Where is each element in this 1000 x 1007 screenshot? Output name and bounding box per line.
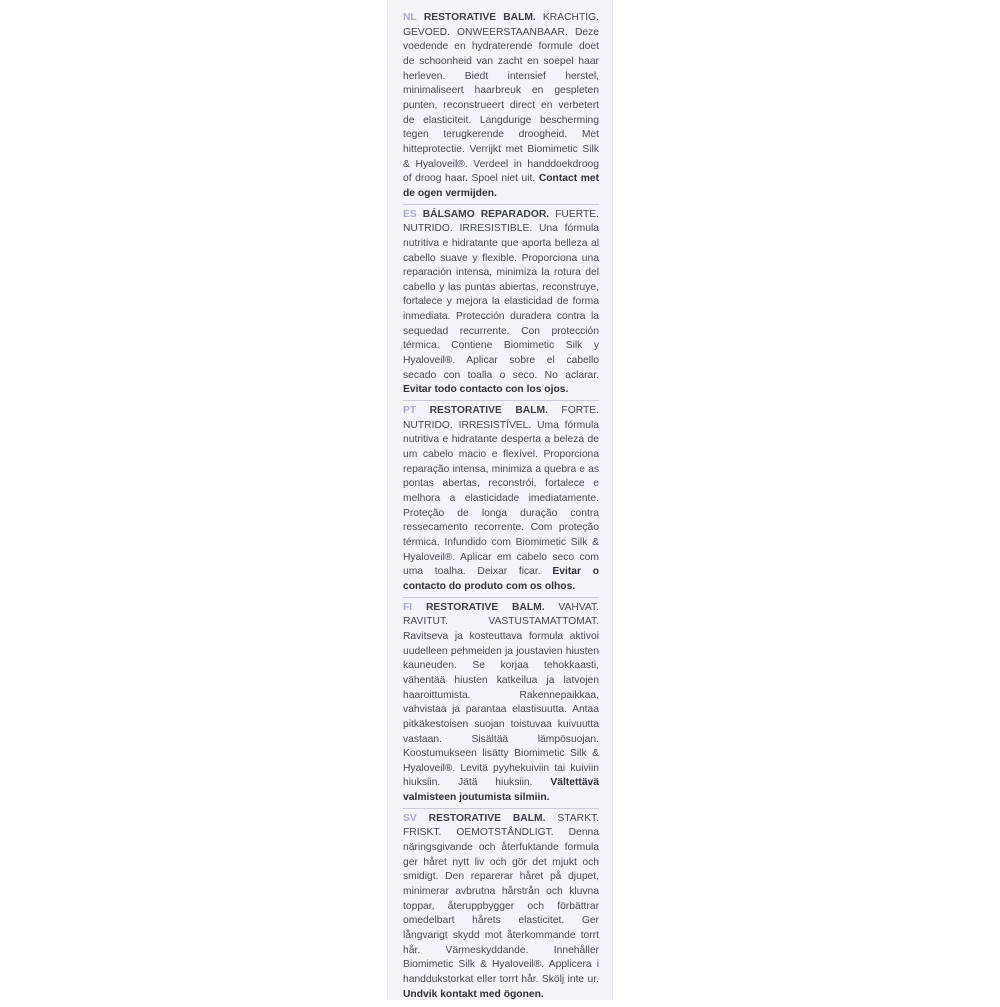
- language-code: FI: [403, 601, 413, 613]
- product-title: RESTORATIVE BALM.: [423, 12, 536, 23]
- language-code: PT: [403, 405, 417, 417]
- language-code: ES: [403, 208, 417, 220]
- section-nl: [403, 11, 599, 205]
- language-code: SV: [403, 812, 417, 824]
- description-text: STARKT. FRISKT. OEMOTSTÅNDLIGT. Denna näringsgivande och återfuktande formula ger håret nytt liv och gör det mjukt och smidigt. Den reparerar håret på djupet, minimerar avbrutna hårstrån och kluvna toppar, återuppbygger och förbättrar omedelbart hårets elasticitet. Ger långvarigt skydd mot återkommande torrt hår. Värmeskyddande. Innehåller Biomimetic Silk & Hyaloveil®. Applicera i handdukstorkat eller torrt hår. Skölj inte ur.: [403, 812, 599, 985]
- description-text: FUERTE. NUTRIDO. IRRESISTIBLE. Una fórmula nutritiva e hidratante que aporta belleza al cabello suave y flexible. Proporciona una reparación intensa, minimiza la rotura del cabello y las puntas abiertas, reconstruye, fortalece y mejora la elasticidad de forma inmediata. Protección duradera contra la sequedad recurrente. Con protección térmica. Contiene Biomimetic Silk y Hyaloveil®. Aplicar sobre el cabello secado con toalla o seco. No aclarar.: [403, 208, 599, 381]
- warning-text: Vältettävä valmisteen joutumista silmiin.: [403, 777, 599, 804]
- warning-text: Evitar o contacto do produto com os olhos.: [403, 566, 599, 592]
- multilingual-text-block: [403, 11, 599, 1007]
- section-es: [403, 208, 599, 402]
- description-text: VAHVAT. RAVITUT. VASTUSTAMATTOMAT. Ravitseva ja kosteuttava formula aktivoi uudelleen pehmeiden ja joustavien hiusten kauneuden. Se korjaa tehokkaasti, vähentää hiusten katkeilua ja latvojen haaroittumista. Rakennepaikkaa, vahvistaa ja parantaa elastisuutta. Antaa pitkäkestoisen suojan toistuvaa kuivuutta vastaan. Sisältää lämpösuojan. Koostumukseen lisätty Biomimetic Silk & Hyaloveil®. Levitä pyyhekuiviin tai kuiviin hiuksiin. Jätä hiuksiin.: [403, 601, 599, 789]
- warning-text: Evitar todo contacto con los ojos.: [403, 384, 569, 396]
- section-sv: [403, 812, 599, 1005]
- warning-text: Undvik kontakt med ögonen.: [403, 988, 544, 1000]
- product-title: RESTORATIVE BALM.: [429, 405, 548, 417]
- section-pt: [403, 404, 599, 598]
- product-title: BÁLSAMO REPARADOR.: [422, 208, 550, 220]
- language-code: NL: [403, 12, 417, 23]
- warning-text: Contact met de ogen vermijden.: [403, 173, 599, 199]
- product-title: RESTORATIVE BALM.: [425, 601, 545, 613]
- description-text: KRACHTIG. GEVOED. ONWEERSTAANBAAR. Deze voedende en hydraterende formule doet de schoonheid van zacht en soepel haar herleven. Biedt intensief herstel, minimaliseert haarbreuk en gespleten punten, reconstrueert direct en verbetert de elasticiteit. Langdurige bescherming tegen terugkerende droogheid. Met hitteprotectie. Verrijkt met Biomimetic Silk & Hyaloveil®. Verdeel in handdoekdroog of droog haar. Spoel niet uit.: [403, 12, 599, 185]
- section-fi: [403, 601, 599, 809]
- description-text: FORTE. NUTRIDO. IRRESISTÍVEL. Uma fórmula nutritiva e hidratante desperta a beleza de um cabelo macio e flexível. Proporciona reparação intensa, minimiza a quebra e as pontas abertas, reconstrói, fortalece e melhora a elasticidade imediatamente. Proteção de longa duração contra ressecamento recorrente. Com proteção térmica. Infundido com Biomimetic Silk & Hyaloveil®. Aplicar em cabelo seco com uma toalha. Deixar ficar.: [403, 405, 599, 578]
- product-title: RESTORATIVE BALM.: [428, 812, 546, 824]
